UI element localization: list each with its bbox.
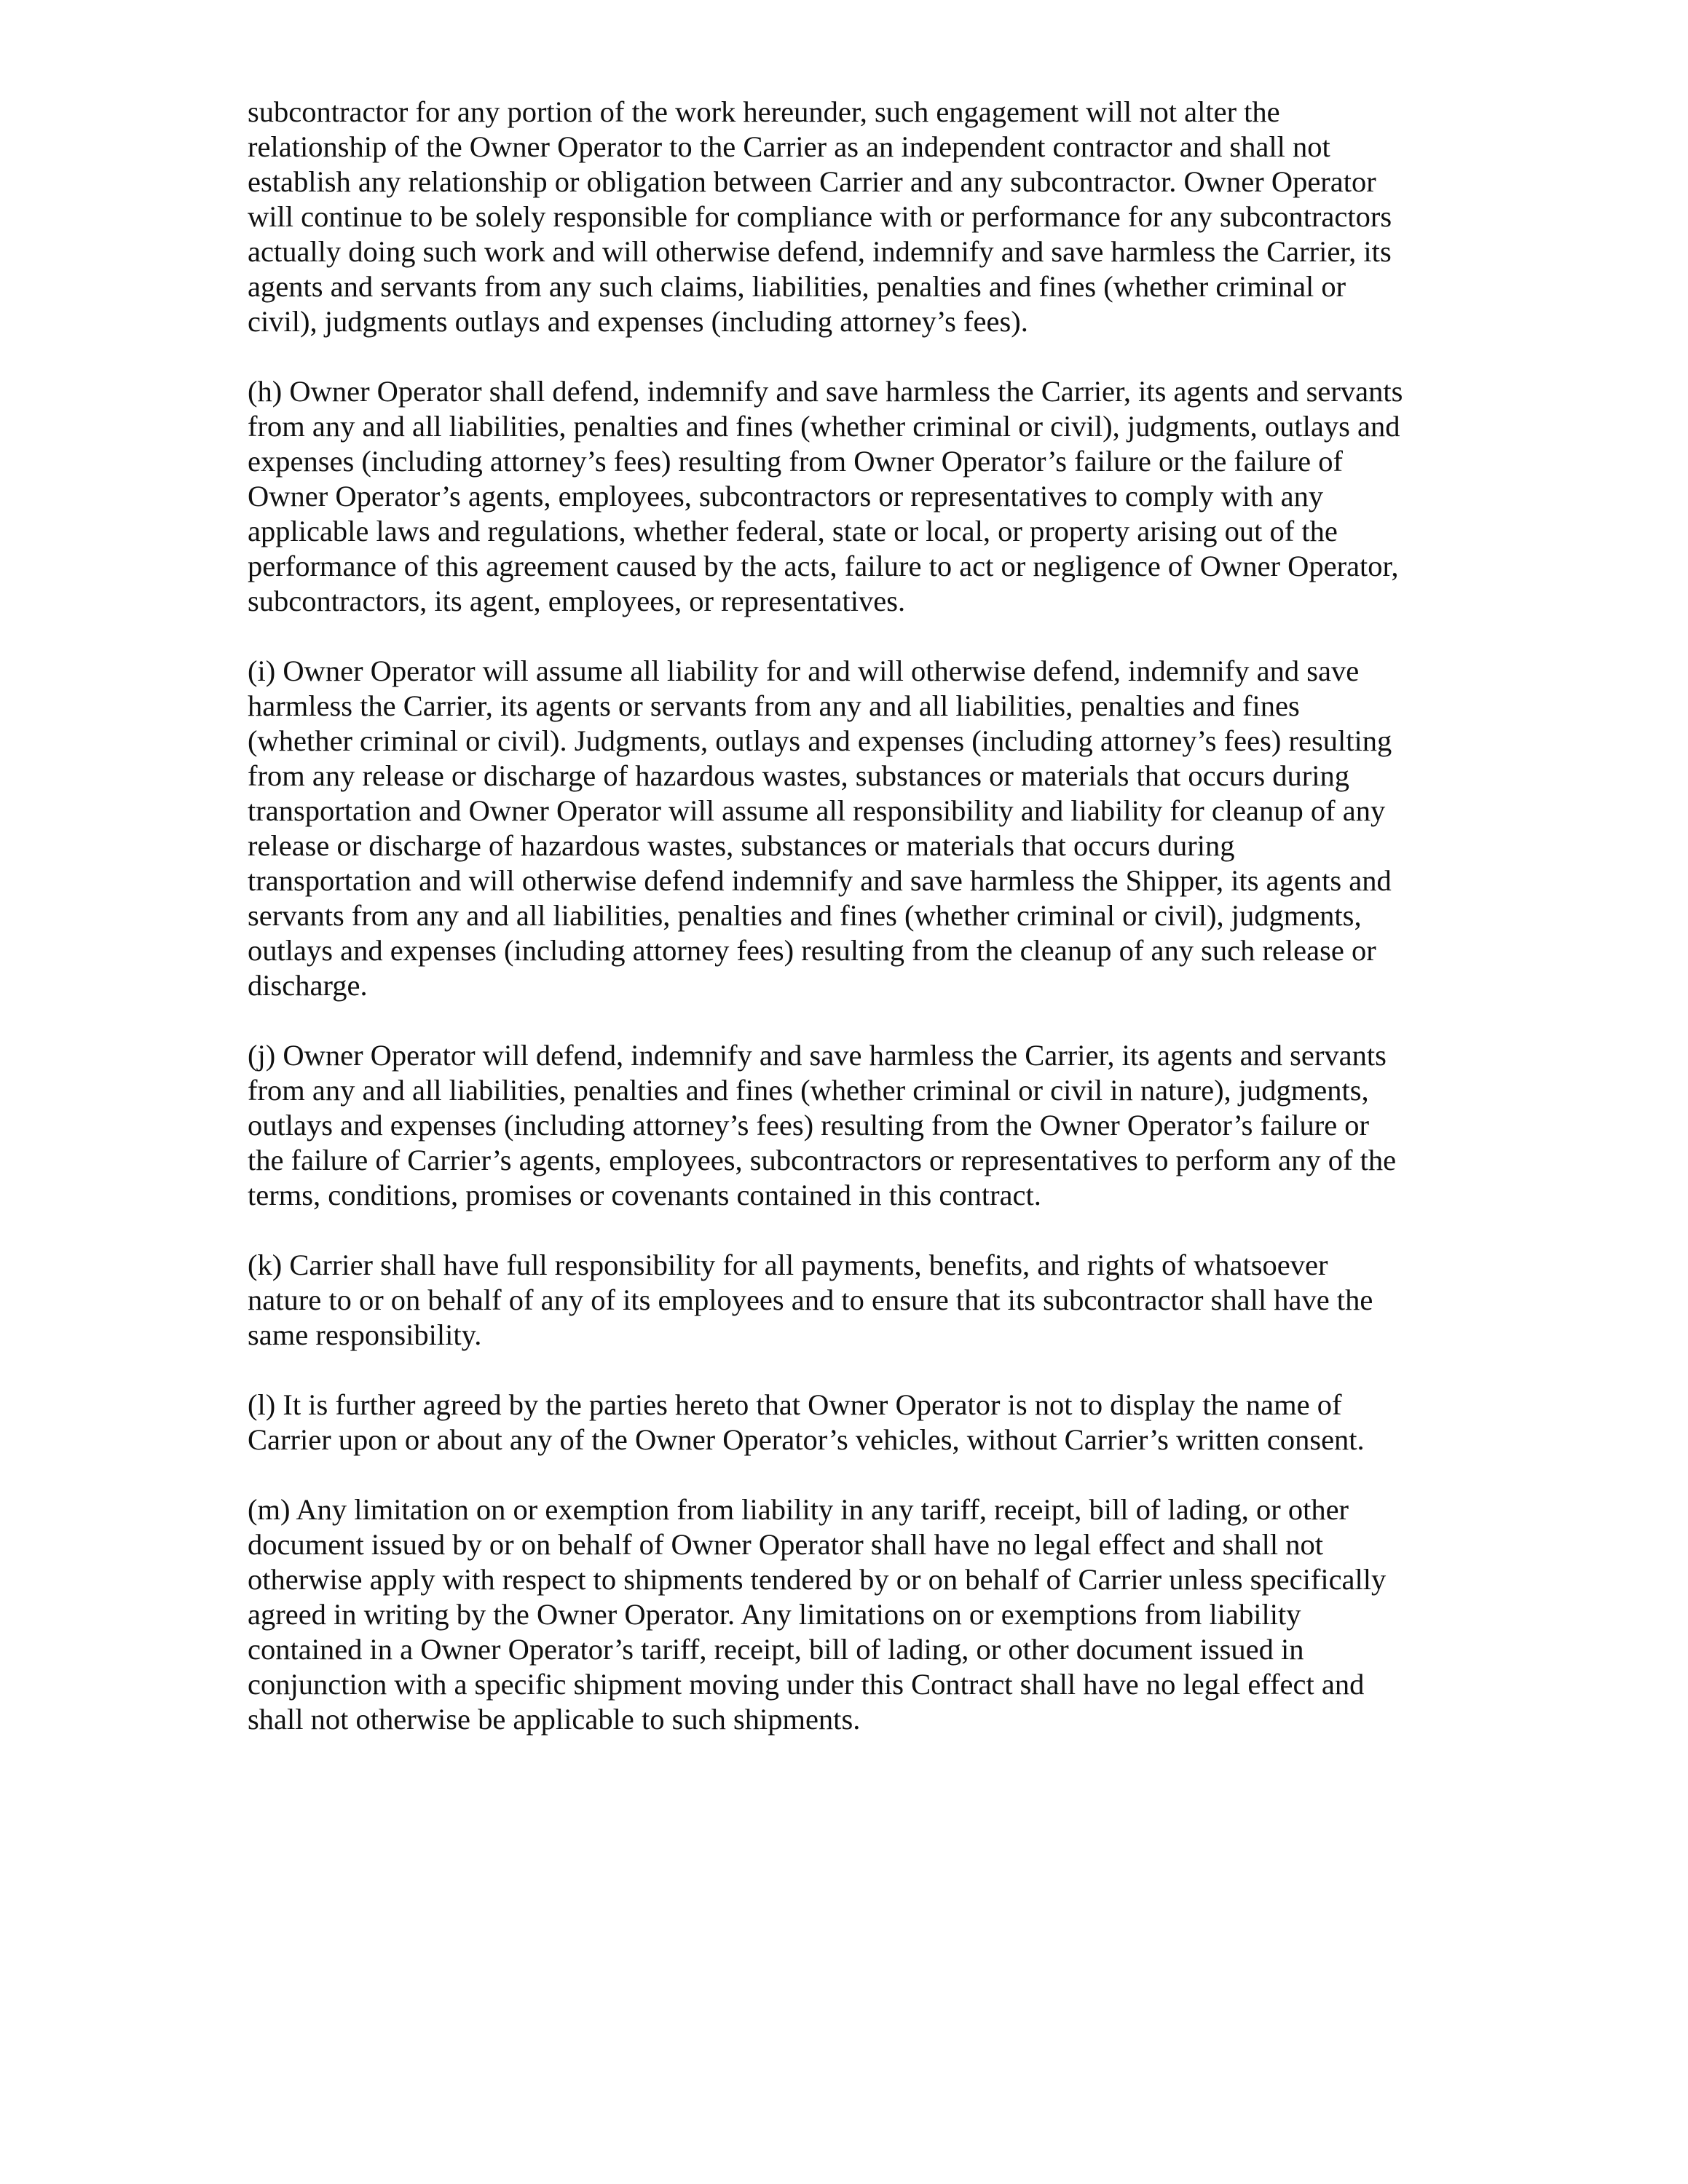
paragraph-line: outlays and expenses (including attorney fees) resulting from the cleanup of any such release or: [248, 934, 1376, 967]
paragraph-line: (i) Owner Operator will assume all liability for and will otherwise defend, indemnify and save: [248, 654, 1360, 687]
paragraph-line: the failure of Carrier’s agents, employees, subcontractors or representatives to perform any of the: [248, 1144, 1397, 1176]
paragraph-line: terms, conditions, promises or covenants contained in this contract.: [248, 1179, 1041, 1211]
paragraph-line: Carrier upon or about any of the Owner Operator’s vehicles, without Carrier’s written consent.: [248, 1423, 1365, 1456]
paragraph-line: subcontractors, its agent, employees, or representatives.: [248, 585, 906, 617]
paragraph-line: agents and servants from any such claims, liabilities, penalties and fines (whether criminal or: [248, 270, 1346, 303]
paragraph-line: expenses (including attorney’s fees) resulting from Owner Operator’s failure or the failure of: [248, 445, 1343, 478]
paragraph-h: [248, 374, 1442, 619]
paragraph-line: agreed in writing by the Owner Operator. Any limitations on or exemptions from liability: [248, 1598, 1301, 1631]
paragraph-line: document issued by or on behalf of Owner Operator shall have no legal effect and shall not: [248, 1528, 1324, 1561]
paragraph-line: shall not otherwise be applicable to such shipments.: [248, 1703, 861, 1736]
paragraph-line: contained in a Owner Operator’s tariff, receipt, bill of lading, or other document issued in: [248, 1633, 1304, 1666]
paragraph-line: civil), judgments outlays and expenses (including attorney’s fees).: [248, 305, 1028, 338]
paragraph-line: transportation and Owner Operator will assume all responsibility and liability for cleanup of any: [248, 794, 1386, 827]
paragraph-line: otherwise apply with respect to shipments tendered by or on behalf of Carrier unless specifically: [248, 1563, 1387, 1596]
paragraph-line: harmless the Carrier, its agents or servants from any and all liabilities, penalties and fines: [248, 689, 1300, 722]
paragraph-line: performance of this agreement caused by the acts, failure to act or negligence of Owner Operator,: [248, 550, 1399, 582]
paragraph-line: establish any relationship or obligation between Carrier and any subcontractor. Owner Operator: [248, 165, 1376, 198]
paragraph-line: applicable laws and regulations, whether federal, state or local, or property arising out of the: [248, 515, 1338, 547]
paragraph-line: (whether criminal or civil). Judgments, outlays and expenses (including attorney’s fees) resulting: [248, 724, 1392, 757]
paragraph-line: outlays and expenses (including attorney’s fees) resulting from the Owner Operator’s failure or: [248, 1109, 1370, 1142]
paragraph-line: nature to or on behalf of any of its employees and to ensure that its subcontractor shall have the: [248, 1283, 1373, 1316]
paragraph-k: [248, 1248, 1442, 1353]
paragraph-l: [248, 1388, 1442, 1457]
paragraph-line: relationship of the Owner Operator to the Carrier as an independent contractor and shall not: [248, 130, 1330, 163]
paragraph-line: Owner Operator’s agents, employees, subcontractors or representatives to comply with any: [248, 480, 1324, 513]
paragraph-m: [248, 1492, 1442, 1737]
paragraph-line: (j) Owner Operator will defend, indemnify and save harmless the Carrier, its agents and servants: [248, 1039, 1387, 1072]
paragraph-line: from any and all liabilities, penalties and fines (whether criminal or civil in nature), judgments,: [248, 1074, 1369, 1107]
paragraph-line: subcontractor for any portion of the work hereunder, such engagement will not alter the: [248, 95, 1280, 128]
paragraph-g-continued: [248, 95, 1442, 339]
paragraph-line: from any and all liabilities, penalties and fines (whether criminal or civil), judgments, outlays and: [248, 410, 1400, 443]
paragraph-i: [248, 654, 1442, 1003]
paragraph-line: will continue to be solely responsible for compliance with or performance for any subcontractors: [248, 200, 1392, 233]
paragraph-line: (m) Any limitation on or exemption from liability in any tariff, receipt, bill of lading, or other: [248, 1493, 1349, 1526]
paragraph-line: (h) Owner Operator shall defend, indemnify and save harmless the Carrier, its agents and servants: [248, 375, 1403, 408]
paragraph-line: discharge.: [248, 969, 368, 1002]
paragraph-line: (k) Carrier shall have full responsibility for all payments, benefits, and rights of whatsoever: [248, 1249, 1328, 1281]
paragraph-line: servants from any and all liabilities, penalties and fines (whether criminal or civil), judgments,: [248, 899, 1362, 932]
paragraph-line: transportation and will otherwise defend indemnify and save harmless the Shipper, its agents and: [248, 864, 1392, 897]
paragraph-line: from any release or discharge of hazardous wastes, substances or materials that occurs during: [248, 759, 1349, 792]
paragraph-line: actually doing such work and will otherwise defend, indemnify and save harmless the Carrier, its: [248, 235, 1392, 268]
paragraph-line: same responsibility.: [248, 1318, 482, 1351]
paragraph-line: (l) It is further agreed by the parties hereto that Owner Operator is not to display the name of: [248, 1388, 1342, 1421]
paragraph-j: [248, 1038, 1442, 1213]
paragraph-line: release or discharge of hazardous wastes, substances or materials that occurs during: [248, 829, 1235, 862]
document-body: [248, 95, 1442, 1772]
paragraph-line: conjunction with a specific shipment moving under this Contract shall have no legal effect and: [248, 1668, 1365, 1701]
